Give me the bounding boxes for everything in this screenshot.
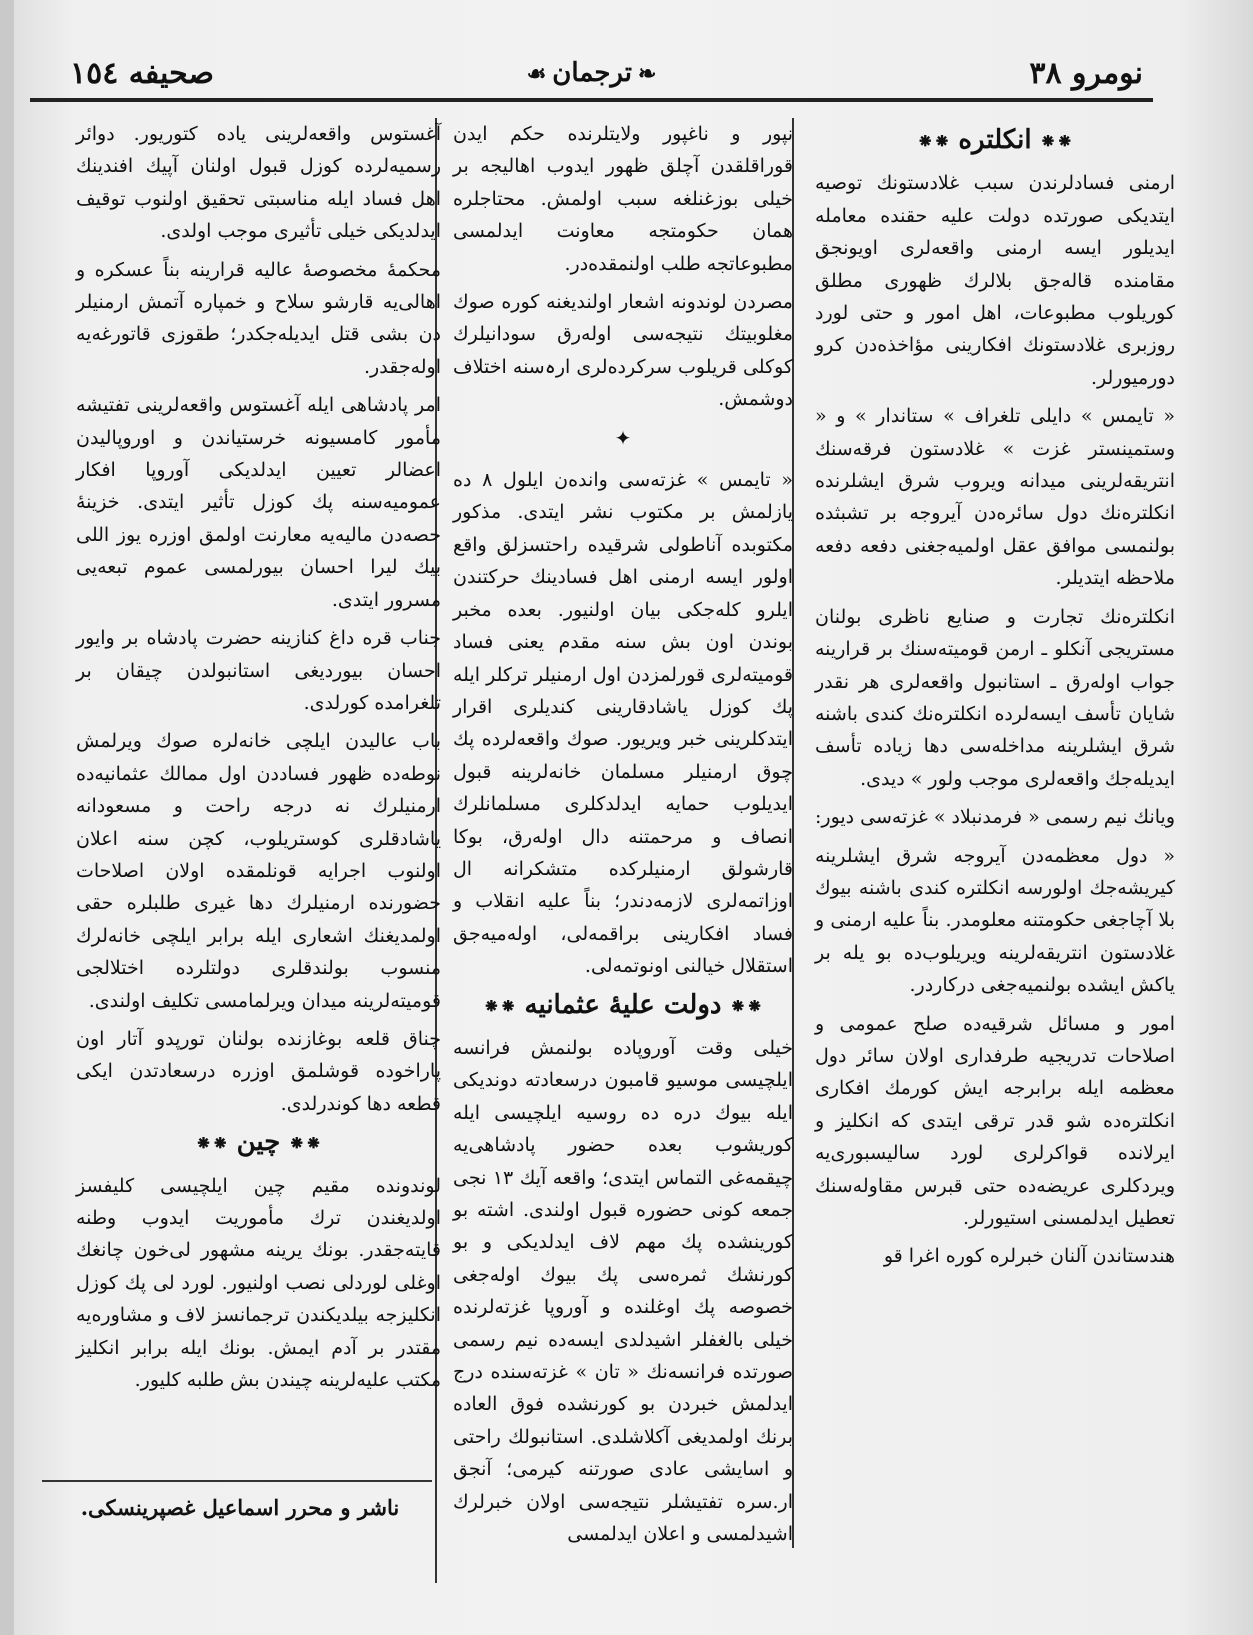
heading-text: انکلتره — [958, 125, 1032, 155]
paragraph: امور و مسائل شرقیه‌ده صلح عمومی و اصلاحات تدریجیه طرفداری اولان سائر دول معظمه ایله برابرجه ایش کورمك افکاری انکلتره‌ده شو قدر ترقی ایتدی که انکلیز و ایرلانده قواکرلری لورد سالیسبوری‌یه ویردکلری عریضه‌ده حتی قبرس مقاوله‌سنك تعطیل ایدلمسنی استیورلر. — [815, 1012, 1175, 1229]
divider-ornament: ✦ — [614, 425, 632, 450]
paragraph: خیلی وقت آوروپاده بولنمش فرانسه ایلچیسی موسیو قامبون درسعادته دوندیکی ایله بیوك دره ده روسیه ایلچیسی ایله کوریشوب بعده حضور پادشاهی‌یه چیقمه‌غی التماس ایتدی؛ واقعه آیك ١٣ نجی جمعه کونی حضوره قبول اولندی. اشته بو کورینشده پك مهم لاف ایدلدیکی و بو کورنشك ثمره‌سی پك بیوك اوله‌جغی خصوصه پك اوغلنده و آوروپا غزته‌لرنده خیلی بالغفلر اشیدلدی ایسه‌ده نیم رسمی صورتده فرانسه‌نك « تان » غزته‌سنده درج ایدلمش خبردن بو کورنشده فوق العاده برنك اولمدیغی آکلاشلدی. استانبولك راحتی و اسایشی عادی صورتنه کیرمی؛ آنجق ار.سره تفتیشلر نتیجه‌سی اولان خبرلرك اشیدلمسی و اعلان ایدلمسی — [453, 1036, 793, 1546]
left-column — [76, 118, 441, 1558]
paragraph: چناق قلعه بوغازنده بولنان تورپدو آتار اون پاراخوده قوشلمق اوزره درسعادتدن ایکی قطعه دها کوندرلدی. — [76, 1027, 441, 1115]
heading-text: چین — [236, 1127, 281, 1158]
paragraph: لوندونده مقیم چین ایلچیسی کلیفسز اولدیغندن ترك مأموریت ایدوب وطنه قایته‌جقدر. بونك یرینه مشهور لی‌خون چانغك اوغلی لوردلی نصب اولنیور. لورد لی پك کوزل انکلیزجه بیلدیکندن ترجمانسز لاف و مشاوره‌یه مقتدر بر آدم ایمش. بونك ایله برابر انکلیز مکتب علیه‌لرینه چیندن بش طلبه کلیور. — [76, 1174, 441, 1392]
ornament-icon: ⁕⁕ — [1039, 129, 1074, 153]
paragraph: باب عالیدن ایلچی خانه‌لره صوك ویرلمش نوطه‌ده ظهور فساددن اول ممالك عثمانیه‌ده ارمنیلرك نه درجه راحت و مسعودانه یاشادقلری کوستریلوب، کچن سنه اعلان اولنوب اجرایه قونلمقده اولان اصلاحات حضورنده ارمنیلرك دها غیری طلبلره حقی اولمدیغنك اشعاری ایله برابر ایلچی خانه‌لرك منسوب بولندقلری دولتلرده اختلالجی قومیته‌لرینه میدان ویرلمامسی تکلیف اولندی. — [76, 730, 441, 1012]
ornament-icon: ⁕⁕ — [288, 1131, 322, 1156]
middle-column — [453, 118, 793, 1583]
paragraph: ویانك نیم رسمی « فرمدنبلاد » غزته‌سی دیور: — [815, 806, 1175, 829]
ornament-icon: ⁕⁕ — [483, 993, 517, 1018]
paragraph: « تایمس » دایلی تلغراف » ستاندار » و « وستمینستر غزت » غلادستون فرقه‌سنك انتریقه‌لرینی میدانه ویروب شرق ایشلرنده انکلتره‌نك دول سائره‌دن آیروجه بر تشبثده بولنمسی موافق عقل اولمیه‌جغنی دفعه دفعه ملاحظه ایتدیلر. — [815, 405, 1175, 590]
paragraph: انکلتره‌نك تجارت و صنایع ناظری بولنان مستریجی آنکلو ـ ارمن قومیته‌سنك بر قرارینه جواب اوله‌رق ـ استانبول واقعه‌لری هر نقدر شایان تأسف ایسه‌لرده انکلتره‌نك کندی باشنه شرق ایشلرینه مداخله‌سی دها زیاده تأسف ایدیله‌جك واقعه‌لری موجب ولور » دیدی. — [815, 605, 1175, 790]
paragraph: هندستاندن آلنان خبرلره کوره اغرا قو‌ — [883, 1245, 1175, 1268]
ornament-icon: ❧ — [638, 61, 657, 87]
ornament-icon: ☙ — [526, 61, 547, 87]
paragraph: محکمهٔ مخصوصهٔ عالیه قرارینه بناً عسکره و اهالی‌یه قارشو سلاح و خمپاره آتمش ارمنیلر دن بشی قتل ایدیله‌جکدر؛ طقوزی قاتورغه‌یه اوله‌جقدر. — [76, 258, 441, 378]
publisher-signature: ناشر و محرر اسماعیل غصپرینسکی. — [80, 1495, 400, 1520]
ornament-icon: ⁕⁕ — [916, 129, 951, 153]
paragraph: « دول معظمه‌دن آیروجه شرق ایشلرینه کیریشه‌جك اولورسه انکلتره کندی باشنه بیوك بلا آچاجغی حکومتنه معلومدر. بناً علیه ارمنی و غلادستون انتریقه‌لرینه ویریلوب‌ده بو یله بر یاکش ایشده بولنمیه‌جغی درکاردر. — [815, 844, 1175, 997]
scan-edge — [0, 0, 14, 1635]
paragraph: ارمنی فسادلرندن سبب غلادستونك توصیه ایتدیکی صورتده دولت علیه حقنده معامله ایدیلور ایسه ارمنی واقعه‌لری اویونجق مقامنده قاله‌جق بلالرك ظهوری مطلق کوریلوب مطبوعات، اهل امور و حتی لورد روزبری غلادستونك افکارینی مؤاخذه‌دن کرو دورمیورلر. — [815, 172, 1175, 389]
page-number: صحیفه ١٥٤ — [70, 56, 214, 91]
section-heading-china — [76, 1126, 441, 1159]
section-heading-england — [815, 124, 1175, 157]
header-rule — [30, 98, 1153, 102]
paragraph: « تایمس » غزته‌سی وانده‌ن ایلول ٨ ده یازلمش بر مکتوب نشر ایتدی. مذکور مکتوبده آناطولی شرقیده راحتسزلق واقع اولور ایسه ارمنی اهل فسادینك حرکتندن ایلرو کله‌جکی بیان اولنیور. بعده مخبر بوندن اون بش سنه مقدم یعنی فساد قومیته‌لری قورلمزدن اول ارمنیلر ترکلر ایله پك کوزل یاشادقارینی کندیلری اقرار ایتدکلرینی خبر ویریور. صوك واقعه‌لرده پك چوق ارمنیلر مسلمان خانه‌لرینه قبول ایدیلوب حمایه ایدلدکلری مسلمانلرك انصاف و مرحمتنه دال اوله‌رق، بوکا قارشولق ارمنیلرکده متشکرانه ال اوزاتمه‌لری لازمه‌دندر؛ بناً علیه انقلاب و فساد افکارینی براقمه‌لی، اوله‌میه‌جق استقلال خیالنی اونوتمه‌لی. — [453, 469, 793, 978]
paragraph: جناب قره داغ کنازینه حضرت پادشاه بر وایور احسان بیوردیغی استانبولدن چیقان بر تلغرامده کورلدی. — [76, 627, 441, 714]
ornament-icon: ⁕⁕ — [729, 993, 763, 1018]
issue-number: نومرو ٣٨ — [1029, 56, 1143, 91]
ornament-icon: ⁕⁕ — [195, 1131, 229, 1156]
paragraph: مصردن لوندونه اشعار اولندیغنه کوره صوك مغلوبیتك نتیجه‌سی اوله‌رق سودانیلرك کوکلی قریلوب سرکرده‌لری ارہ‌سنه اختلاف دوشمش. — [453, 291, 793, 411]
signature-rule — [42, 1480, 432, 1482]
paragraph: امر پادشاهی ایله آغستوس واقعه‌لرینی تفتیشه مأمور کامسیونه خرستیاندن و اوروپالیدن اعضالر تعیین ایدلدیکی آوروپا افکار عمومیه‌سنه پك کوزل تأثیر ایتدی. خزینهٔ حصه‌دن مالیه‌یه معارنت اولمق اوزره یوز اللی بیك لیرا احسان بیورلمسی عموم تبعه‌یی مسرور ایتدی. — [76, 394, 441, 611]
heading-text: دولت علیهٔ عثمانیه — [524, 989, 722, 1020]
paragraph: نپور و ناغپور ولایتلرنده حکم ایدن قورا‌قلقدن آچلق ظهور ایدوب اهالیجه بر خیلی بوزغنلغه سبب اولمش. محتاجلره همان حکومتجه معاونت ایدلمسی مطبوعاتجه طلب اولنمقده‌در. — [453, 123, 793, 275]
section-heading-ottoman-state — [453, 989, 793, 1022]
paragraph: آغستوس واقعه‌لرینی یاده کتوریور. دوائر رسمیه‌لرده کوزل قبول اولنان آپیك افندینك اهل فساد ایله مناسبتی تحقیق اولنوب توقیف ایدلدیکی خیلی تأثیری موجب اولدی. — [76, 123, 441, 243]
title-text: ترجمان — [552, 58, 632, 88]
right-column — [815, 118, 1175, 1548]
